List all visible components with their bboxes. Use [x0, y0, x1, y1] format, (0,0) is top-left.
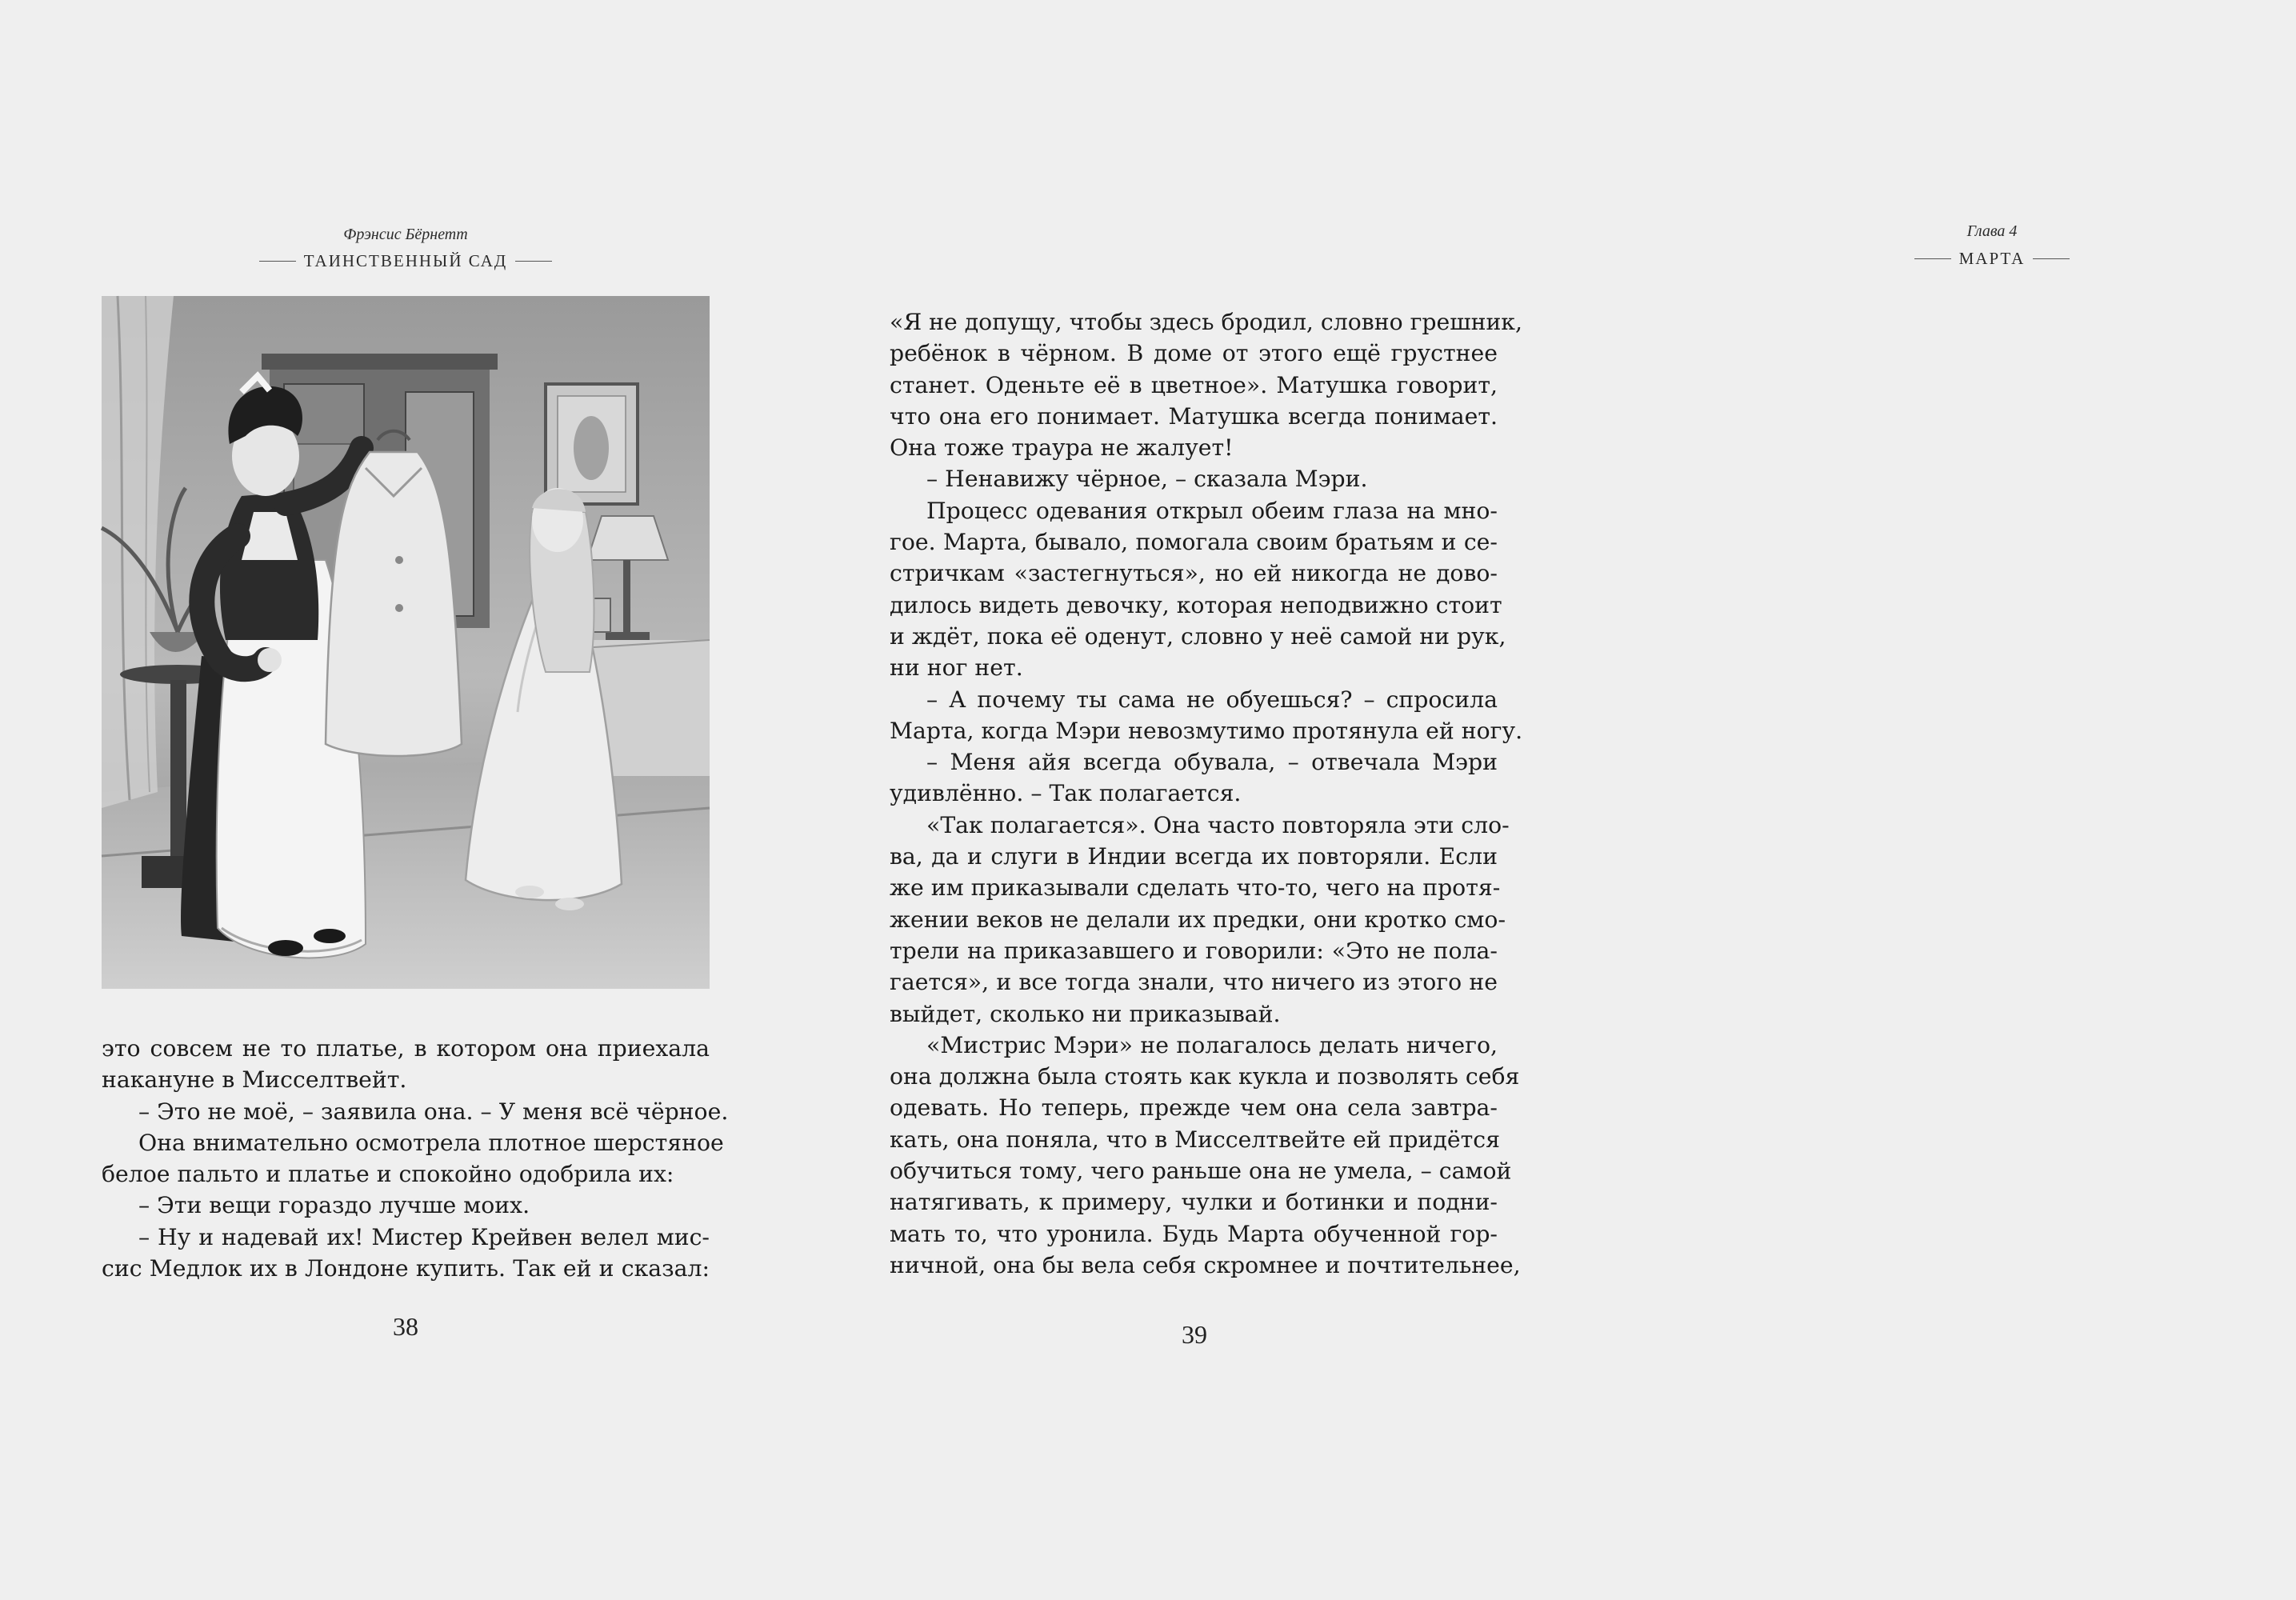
text-line: выйдет, сколько ни приказывай. — [890, 1000, 1281, 1027]
text-line: Марта, когда Мэри невозмутимо протянула ей ногу. — [890, 717, 1523, 744]
text-line: гается», и все тогда знали, что ничего из этого не — [890, 969, 1498, 996]
text-line: – Эти вещи гораздо лучше моих. — [138, 1192, 530, 1219]
page-number-left: 38 — [393, 1312, 418, 1341]
text-line: – Ненавижу чёрное, – сказала Мэри. — [926, 466, 1368, 493]
text-line: же им приказывали сделать что-то, чего на протя- — [890, 874, 1501, 902]
text-line: «Так полагается». Она часто повторяла эти сло- — [926, 811, 1510, 838]
text-line: «Мистрис Мэри» не полагалось делать ничего, — [926, 1031, 1498, 1058]
text-line: она должна была стоять как кукла и позволять себя — [890, 1063, 1520, 1090]
text-line: белое пальто и платье и спокойно одобрила их: — [102, 1161, 674, 1188]
text-line: станет. Оденьте её в цветное». Матушка говорит, — [890, 371, 1498, 398]
running-author: Фрэнсис Бёрнетт — [343, 226, 468, 243]
text-line: Процесс одевания открыл обеим глаза на мно- — [926, 497, 1498, 524]
text-line: кать, она поняла, что в Мисселтвейте ей придётся — [890, 1126, 1500, 1153]
chapter-rule-left — [1914, 258, 1951, 259]
text-line: сис Медлок их в Лондоне купить. Так ей и сказал: — [102, 1255, 710, 1282]
text-line: мать то, что уронила. Будь Марта обученной гор- — [890, 1220, 1498, 1247]
running-chapter: Глава 4 — [1966, 222, 2018, 240]
text-line: «Я не допущу, чтобы здесь бродил, словно грешник, — [890, 309, 1522, 335]
running-title — [102, 251, 710, 271]
title-rule-left — [259, 261, 296, 262]
text-line: обучиться тому, чего раньше она не умела, – самой — [890, 1158, 1512, 1185]
text-line: дилось видеть девочку, которая неподвижно стоит — [890, 591, 1502, 618]
text-line: – Меня айя всегда обувала, – отвечала Мэри — [926, 749, 1498, 776]
text-line: жении веков не делали их предки, они кротко смо- — [890, 906, 1506, 933]
right-body-text — [890, 306, 1523, 1281]
text-line: – Ну и надевай их! Мистер Крейвен велел мис- — [138, 1223, 710, 1250]
text-line: и ждёт, пока её оденут, словно у неё самой ни рук, — [890, 622, 1506, 650]
page-number-right: 39 — [1182, 1320, 1207, 1349]
text-line: ничной, она бы вела себя скромнее и почтительнее, — [890, 1251, 1521, 1278]
running-title-text: ТАИНСТВЕННЫЙ САД — [303, 251, 508, 270]
text-line: это совсем не то платье, в котором она приехала — [102, 1035, 710, 1062]
text-line: натягивать, к примеру, чулки и ботинки и подни- — [890, 1189, 1498, 1216]
illustration-maid-and-girl — [102, 296, 710, 989]
text-line: ни ног нет. — [890, 654, 1023, 682]
running-chapter-title-text: МАРТА — [1958, 249, 2026, 268]
text-line: Она тоже траура не жалует! — [890, 434, 1234, 462]
text-line: накануне в Мисселтвейт. — [102, 1066, 407, 1094]
left-body-text — [102, 1033, 729, 1284]
text-line: одевать. Но теперь, прежде чем она села завтра- — [890, 1094, 1498, 1122]
text-line: что она его понимает. Матушка всегда понимает. — [890, 402, 1498, 430]
running-chapter-title — [1688, 249, 2296, 269]
text-line: ребёнок в чёрном. В доме от этого ещё грустнее — [890, 340, 1498, 367]
text-line: – А почему ты сама не обуешься? – спросила — [926, 686, 1498, 713]
text-line: трели на приказавшего и говорили: «Это не пола- — [890, 937, 1498, 964]
left-page — [0, 0, 800, 1600]
text-line: гое. Марта, бывало, помогала своим братьям и се- — [890, 529, 1498, 556]
text-line: – Это не моё, – заявила она. – У меня всё чёрное. — [138, 1098, 729, 1125]
chapter-rule-right — [2033, 258, 2070, 259]
text-line: ва, да и слуги в Индии всегда их повторяли. Если — [890, 843, 1498, 870]
title-rule-right — [515, 261, 552, 262]
text-line: удивлённо. – Так полагается. — [890, 780, 1242, 807]
text-line: стричкам «застегнуться», но ей никогда не дово- — [890, 560, 1498, 587]
illustration-drawing — [102, 296, 710, 989]
text-line: Она внимательно осмотрела плотное шерстяное — [138, 1129, 724, 1156]
